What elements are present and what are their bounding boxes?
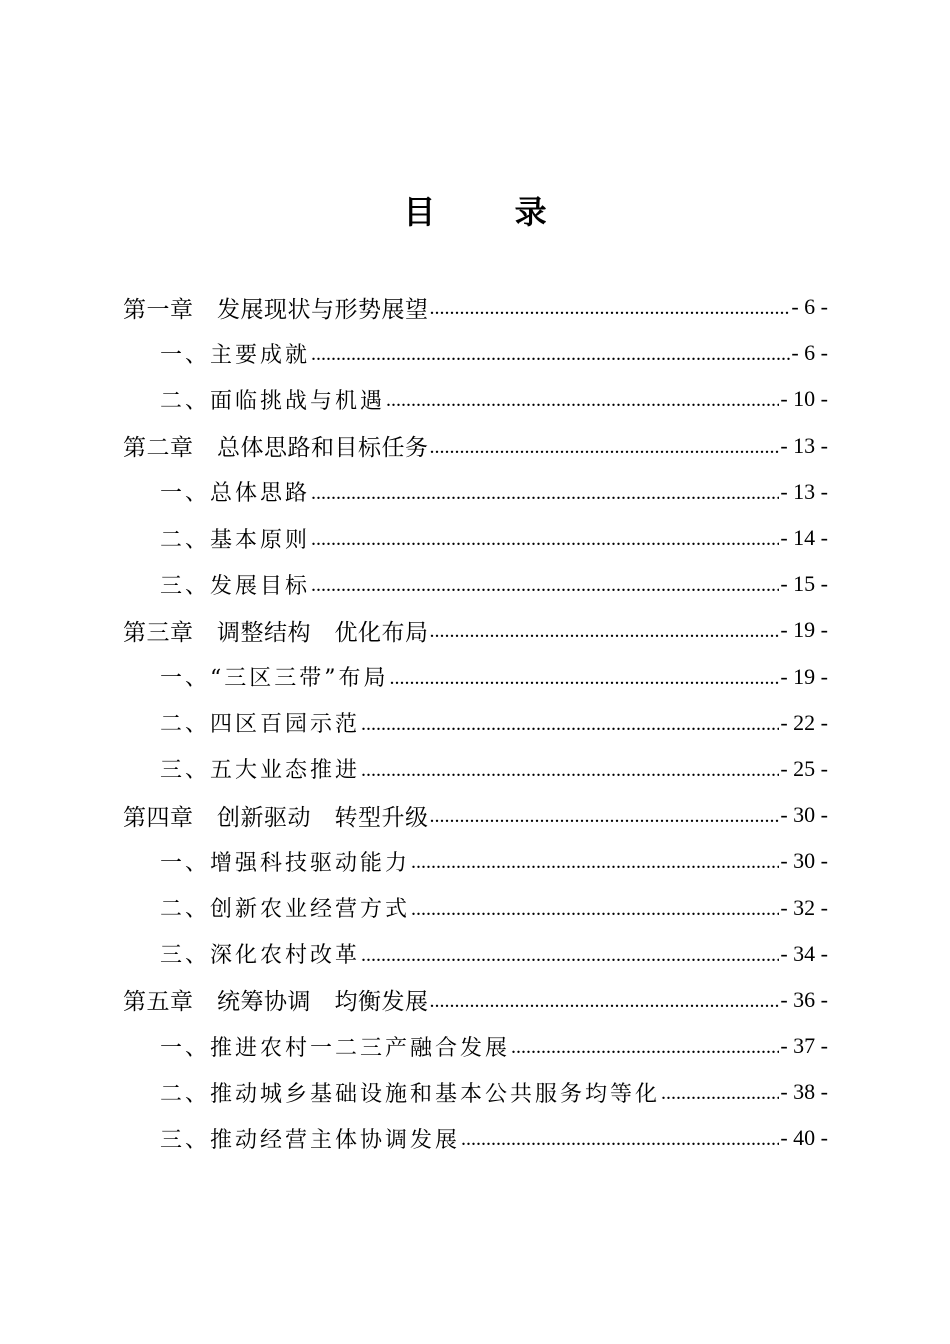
table-of-contents xyxy=(123,284,828,1162)
toc-entry-label: 三、深化农村改革 xyxy=(160,943,361,969)
toc-section-entry[interactable] xyxy=(123,469,828,515)
toc-page-number: - 19 - xyxy=(780,617,828,643)
toc-page-number: - 32 - xyxy=(780,894,828,920)
toc-section-entry[interactable] xyxy=(123,1023,828,1069)
toc-dot-leader xyxy=(390,666,780,688)
toc-dot-leader xyxy=(311,527,779,549)
toc-dot-leader xyxy=(411,897,779,919)
toc-page-number: - 38 - xyxy=(780,1079,828,1105)
toc-section-entry[interactable] xyxy=(123,884,828,930)
toc-dot-leader xyxy=(361,943,779,965)
toc-page-number: - 15 - xyxy=(780,571,828,597)
toc-page-number: - 13 - xyxy=(780,478,828,504)
toc-page-number: - 36 - xyxy=(780,986,828,1012)
toc-entry-label: 三、推动经营主体协调发展 xyxy=(160,1127,461,1153)
toc-section-entry[interactable] xyxy=(123,330,828,376)
toc-entry-label: 二、基本原则 xyxy=(160,527,311,553)
toc-entry-label: 二、四区百园示范 xyxy=(160,712,361,738)
toc-page-number: - 10 - xyxy=(780,386,828,412)
toc-entry-label: 一、推进农村一二三产融合发展 xyxy=(160,1035,511,1061)
toc-page-number: - 22 - xyxy=(780,709,828,735)
toc-dot-leader xyxy=(361,712,779,734)
toc-entry-label: 第一章 发展现状与形势展望 xyxy=(123,296,429,323)
toc-section-entry[interactable] xyxy=(123,561,828,607)
toc-page-number: - 6 - xyxy=(791,294,828,320)
toc-dot-leader xyxy=(430,804,780,826)
toc-section-entry[interactable] xyxy=(123,746,828,792)
toc-dot-leader xyxy=(361,758,779,780)
toc-entry-label: 一、增强科技驱动能力 xyxy=(160,850,411,876)
toc-chapter-entry[interactable] xyxy=(123,977,828,1023)
toc-dot-leader xyxy=(311,573,779,595)
toc-page-number: - 34 - xyxy=(780,940,828,966)
toc-section-entry[interactable] xyxy=(123,515,828,561)
toc-entry-label: 三、五大业态推进 xyxy=(160,758,361,784)
toc-dot-leader xyxy=(430,435,780,457)
toc-page-number: - 40 - xyxy=(780,1125,828,1151)
toc-section-entry[interactable] xyxy=(123,1069,828,1115)
toc-entry-label: 二、推动城乡基础设施和基本公共服务均等化 xyxy=(160,1081,661,1107)
toc-dot-leader xyxy=(430,619,780,641)
toc-dot-leader xyxy=(511,1035,779,1057)
toc-entry-label: 二、面临挑战与机遇 xyxy=(160,388,386,414)
toc-entry-label: 一、主要成就 xyxy=(160,342,311,368)
toc-section-entry[interactable] xyxy=(123,700,828,746)
toc-entry-label: 一、“三区三带”布局 xyxy=(160,666,389,692)
toc-section-entry[interactable] xyxy=(123,654,828,700)
toc-section-entry[interactable] xyxy=(123,376,828,422)
toc-entry-label: 第四章 创新驱动 转型升级 xyxy=(123,804,429,831)
toc-section-entry[interactable] xyxy=(123,1115,828,1161)
toc-page-number: - 13 - xyxy=(780,432,828,458)
toc-entry-label: 一、总体思路 xyxy=(160,481,311,507)
toc-section-entry[interactable] xyxy=(123,931,828,977)
toc-dot-leader xyxy=(430,296,791,318)
toc-section-entry[interactable] xyxy=(123,838,828,884)
toc-page-number: - 25 - xyxy=(780,755,828,781)
toc-page-number: - 37 - xyxy=(780,1033,828,1059)
toc-title: 目 录 xyxy=(403,193,581,231)
toc-entry-label: 二、创新农业经营方式 xyxy=(160,897,411,923)
toc-page-number: - 19 - xyxy=(780,663,828,689)
toc-page-number: - 30 - xyxy=(780,802,828,828)
toc-dot-leader xyxy=(386,388,779,410)
toc-dot-leader xyxy=(311,342,790,364)
toc-dot-leader xyxy=(661,1081,779,1103)
toc-entry-label: 第三章 调整结构 优化布局 xyxy=(123,619,429,646)
toc-chapter-entry[interactable] xyxy=(123,607,828,653)
toc-chapter-entry[interactable] xyxy=(123,423,828,469)
toc-dot-leader xyxy=(311,481,779,503)
toc-page-number: - 14 - xyxy=(780,525,828,551)
toc-entry-label: 第五章 统筹协调 均衡发展 xyxy=(123,989,429,1016)
toc-dot-leader xyxy=(461,1127,779,1149)
toc-chapter-entry[interactable] xyxy=(123,284,828,330)
toc-chapter-entry[interactable] xyxy=(123,792,828,838)
toc-page-number: - 30 - xyxy=(780,848,828,874)
toc-dot-leader xyxy=(430,989,780,1011)
toc-dot-leader xyxy=(411,850,779,872)
toc-entry-label: 三、发展目标 xyxy=(160,573,311,599)
toc-entry-label: 第二章 总体思路和目标任务 xyxy=(123,435,429,462)
toc-page-number: - 6 - xyxy=(791,340,828,366)
